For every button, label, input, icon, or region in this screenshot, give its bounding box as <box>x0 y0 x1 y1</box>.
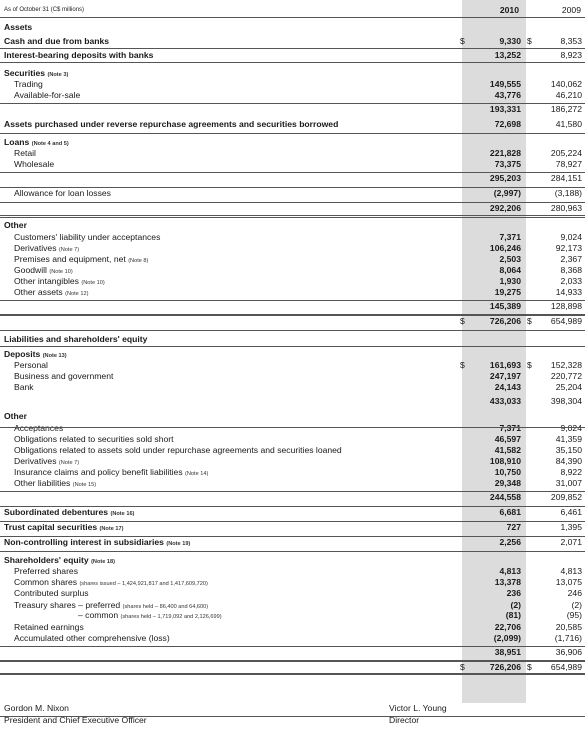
row-label <box>14 287 88 300</box>
value-2010: 72,698 <box>494 119 521 129</box>
signatory-title: Director <box>389 715 420 725</box>
row-label <box>14 423 63 434</box>
value-2009: 8,923 <box>560 50 582 60</box>
row-label-text: Contributed surplus <box>14 588 89 598</box>
row-label <box>14 90 80 101</box>
value-2010: 1,930 <box>499 276 521 286</box>
value-2009: 92,173 <box>555 243 582 253</box>
note-reference: (Note 4 and 5) <box>31 141 69 147</box>
note-reference: (Note 3) <box>47 72 69 78</box>
value-2009: 25,204 <box>555 382 582 392</box>
currency-symbol-2009: $ <box>527 316 532 326</box>
row-label <box>14 633 170 644</box>
subtotal-rule <box>0 661 585 662</box>
currency-symbol-2010: $ <box>460 662 465 672</box>
row-label <box>4 50 153 61</box>
value-2010: 193,331 <box>489 104 521 114</box>
note-reference: (Note 13) <box>42 353 67 359</box>
row-label-text: Obligations related to assets sold under repurchase agreements and securities loaned <box>14 445 342 455</box>
value-2009: 41,580 <box>555 119 582 129</box>
value-2010: 22,706 <box>494 622 521 632</box>
row-label-text: Accumulated other comprehensive (loss) <box>14 633 170 643</box>
row-label-text: Obligations related to securities sold short <box>14 434 174 444</box>
signatory-name: Gordon M. Nixon <box>4 703 69 713</box>
value-2010: 292,206 <box>489 203 521 213</box>
value-2009: 186,272 <box>550 104 582 114</box>
value-2009: 46,210 <box>555 90 582 100</box>
note-reference: (Note 10) <box>81 280 105 286</box>
currency-symbol-2009: $ <box>527 360 532 370</box>
row-label <box>78 610 222 623</box>
value-2010: 46,597 <box>494 434 521 444</box>
note-reference: (Note 17) <box>99 526 124 532</box>
row-label <box>4 507 134 520</box>
subtotal-rule <box>0 103 585 104</box>
row-label-text: Customers' liability under acceptances <box>14 232 161 242</box>
value-2010: 13,378 <box>494 577 521 587</box>
row-label-text: Other <box>4 220 27 230</box>
row-label <box>14 148 36 159</box>
currency-symbol-2009: $ <box>527 662 532 672</box>
value-2010: 43,776 <box>494 90 521 100</box>
value-2010: 29,348 <box>494 478 521 488</box>
value-2009: 31,007 <box>555 478 582 488</box>
value-2009: 284,151 <box>550 173 582 183</box>
row-label-text: Assets purchased under reverse repurchase agreements and securities borrowed <box>4 119 339 129</box>
value-2009: 654,989 <box>550 316 582 326</box>
row-label <box>4 119 338 130</box>
note-reference: (Note 7) <box>58 247 80 253</box>
row-label <box>14 371 113 382</box>
value-2009: 4,813 <box>560 566 582 576</box>
as-of-caption: As of October 31 (C$ millions) <box>4 7 85 13</box>
row-label-text: Securities <box>4 68 46 78</box>
value-2010: 19,275 <box>494 287 521 297</box>
subtotal-rule <box>0 215 585 216</box>
row-label <box>14 566 78 577</box>
subtotal-rule <box>0 521 585 522</box>
note-reference: (Note 7) <box>58 460 80 466</box>
row-label-text: Wholesale <box>14 159 55 169</box>
value-2010: 221,828 <box>489 148 521 158</box>
subtotal-rule <box>0 172 585 173</box>
row-label-text: Acceptances <box>14 423 64 433</box>
value-2009: 41,359 <box>555 434 582 444</box>
row-label <box>14 159 54 170</box>
row-label <box>4 22 32 33</box>
value-2009: 209,852 <box>550 492 582 502</box>
value-2010: 726,206 <box>489 662 521 672</box>
row-label-text: Subordinated debentures <box>4 507 109 517</box>
value-2010: 2,503 <box>499 254 521 264</box>
value-2009: 8,922 <box>560 467 582 477</box>
row-label-text: Loans <box>4 137 30 147</box>
rule-line <box>0 346 585 347</box>
value-2009: 13,075 <box>555 577 582 587</box>
note-reference: (Note 12) <box>65 291 89 297</box>
signature-block-1 <box>4 702 147 726</box>
row-label-text: Other <box>4 411 27 421</box>
value-2010: 73,375 <box>494 159 521 169</box>
row-label-text: Other liabilities <box>14 478 71 488</box>
value-2010: 24,143 <box>494 382 521 392</box>
row-label-text: Retained earnings <box>14 622 84 632</box>
row-label <box>4 334 147 345</box>
row-label-text: Non-controlling interest in subsidiaries <box>4 537 164 547</box>
value-2010: 6,681 <box>499 507 521 517</box>
row-label-text: Derivatives <box>14 456 57 466</box>
value-2010: 726,206 <box>489 316 521 326</box>
value-2010: 108,910 <box>489 456 521 466</box>
row-label <box>14 445 342 456</box>
rule-line <box>0 17 585 18</box>
value-2010: 2,256 <box>499 537 521 547</box>
subtotal-rule <box>0 491 585 492</box>
row-label-text: Allowance for loan losses <box>14 188 111 198</box>
value-2010: (81) <box>505 610 521 620</box>
value-2009: 1,395 <box>560 522 582 532</box>
note-reference: (Note 15) <box>72 482 97 488</box>
value-2009: 20,585 <box>555 622 582 632</box>
note-reference: (Note 10) <box>49 269 73 275</box>
note-reference: (Note 18) <box>91 559 115 565</box>
value-2010: 13,252 <box>494 50 521 60</box>
value-2009: (2) <box>571 600 582 610</box>
value-2009: 9,024 <box>560 423 582 433</box>
subtotal-rule <box>0 674 585 675</box>
row-label-text: Liabilities and shareholders' equity <box>4 334 148 344</box>
row-label <box>14 360 48 371</box>
currency-symbol-2010: $ <box>460 36 465 46</box>
signatory-name: Victor L. Young <box>389 703 447 713</box>
subtotal-rule <box>0 300 585 301</box>
value-2009: 84,390 <box>555 456 582 466</box>
value-2010: 7,371 <box>499 232 521 242</box>
row-label <box>4 220 27 231</box>
row-label-text: Other assets <box>14 287 63 297</box>
value-2009: 6,461 <box>560 507 582 517</box>
currency-symbol-2010: $ <box>460 316 465 326</box>
subtotal-rule <box>0 506 585 507</box>
subtotal-rule <box>0 187 585 188</box>
row-label <box>14 188 111 199</box>
value-2010: 433,033 <box>489 396 521 406</box>
value-2009: (3,188) <box>554 188 582 198</box>
row-label-text: Treasury shares – preferred <box>14 600 121 610</box>
value-2009: 78,927 <box>555 159 582 169</box>
row-label-text: Other intangibles <box>14 276 79 286</box>
row-label-text: Premises and equipment, net <box>14 254 126 264</box>
value-2010: 727 <box>506 522 521 532</box>
row-label-text: Trading <box>14 79 43 89</box>
value-2009: 36,906 <box>555 647 582 657</box>
value-2010: 9,330 <box>499 36 521 46</box>
row-label-text: Preferred shares <box>14 566 79 576</box>
subtotal-rule <box>0 202 585 203</box>
value-2009: 220,772 <box>550 371 582 381</box>
value-2009: 9,024 <box>560 232 582 242</box>
row-label-text: Common shares <box>14 577 78 587</box>
subtotal-rule <box>0 536 585 537</box>
note-reference: (Note 19) <box>166 541 191 547</box>
subtotal-rule <box>0 551 585 552</box>
row-label-text: Business and government <box>14 371 114 381</box>
value-2010: 7,371 <box>499 423 521 433</box>
row-label <box>4 522 123 535</box>
column-header-2010: 2010 <box>499 5 519 15</box>
row-label <box>14 622 84 633</box>
value-2009: 152,328 <box>550 360 582 370</box>
value-2009: 14,933 <box>555 287 582 297</box>
row-label <box>4 537 190 550</box>
value-2009: 35,150 <box>555 445 582 455</box>
value-2010: 149,555 <box>489 79 521 89</box>
value-2010: (2,099) <box>493 633 521 643</box>
value-2009: (95) <box>566 610 582 620</box>
row-label <box>14 79 43 90</box>
value-2010: 236 <box>506 588 521 598</box>
value-2009: 8,368 <box>560 265 582 275</box>
row-label <box>14 382 34 393</box>
note-reference: (shares issued – 1,424,921,817 and 1,417,609,720) <box>79 581 208 587</box>
value-2010: (2,997) <box>493 188 521 198</box>
rule-line <box>0 133 585 134</box>
row-label-text: Available-for-sale <box>14 90 81 100</box>
row-label-text: Personal <box>14 360 48 370</box>
rule-line <box>0 62 585 63</box>
value-2009: 654,989 <box>550 662 582 672</box>
value-2010: (2) <box>510 600 521 610</box>
value-2010: 244,558 <box>489 492 521 502</box>
value-2009: 2,033 <box>560 276 582 286</box>
row-label-text: Derivatives <box>14 243 57 253</box>
value-2009: 398,304 <box>550 396 582 406</box>
value-2010: 295,203 <box>489 173 521 183</box>
subtotal-rule <box>0 315 585 316</box>
note-reference: (shares held – 86,400 and 64,600) <box>122 604 209 610</box>
value-2010: 161,693 <box>489 360 521 370</box>
rule-line <box>0 217 585 218</box>
value-2009: 246 <box>567 588 582 598</box>
row-label <box>14 232 160 243</box>
note-reference: (shares held – 1,719,092 and 2,126,699) <box>120 614 222 620</box>
row-label <box>14 434 174 445</box>
value-2010: 145,389 <box>489 301 521 311</box>
row-label-text: Retail <box>14 148 36 158</box>
row-label <box>4 36 109 47</box>
subtotal-rule <box>0 427 585 428</box>
row-label-text: Cash and due from banks <box>4 36 110 46</box>
value-2009: 2,071 <box>560 537 582 547</box>
row-label-text: Bank <box>14 382 34 392</box>
note-reference: (Note 8) <box>128 258 149 264</box>
rule-line <box>0 48 585 49</box>
signatory-title: President and Chief Executive Officer <box>4 715 147 725</box>
value-2009: 128,898 <box>550 301 582 311</box>
value-2010: 8,064 <box>499 265 521 275</box>
value-2009: 205,224 <box>550 148 582 158</box>
value-2010: 4,813 <box>499 566 521 576</box>
rule-line <box>0 330 585 331</box>
value-2010: 247,197 <box>489 371 521 381</box>
value-2009: 140,062 <box>550 79 582 89</box>
row-label-text: Trust capital securities <box>4 522 98 532</box>
value-2010: 106,246 <box>489 243 521 253</box>
row-label-text: Interest-bearing deposits with banks <box>4 50 154 60</box>
value-2010: 41,582 <box>494 445 521 455</box>
column-header-2009: 2009 <box>561 5 581 15</box>
value-2010: 10,750 <box>494 467 521 477</box>
currency-symbol-2010: $ <box>460 360 465 370</box>
row-label-text: Deposits <box>4 349 41 359</box>
row-label <box>4 411 27 422</box>
row-label-text: Shareholders' equity <box>4 555 89 565</box>
row-label-text: Assets <box>4 22 33 32</box>
signature-block-2 <box>389 702 447 726</box>
subtotal-rule <box>0 646 585 647</box>
value-2009: 2,367 <box>560 254 582 264</box>
currency-symbol-2009: $ <box>527 36 532 46</box>
value-2009: (1,716) <box>554 633 582 643</box>
row-label <box>14 588 89 599</box>
note-reference: (Note 14) <box>185 471 209 477</box>
row-label <box>14 478 96 491</box>
row-label-text: Insurance claims and policy benefit liabilities <box>14 467 183 477</box>
value-2010: 38,951 <box>494 647 521 657</box>
row-label-text: Goodwill <box>14 265 47 275</box>
row-label-text: – common <box>78 610 119 620</box>
value-2009: 8,353 <box>560 36 582 46</box>
note-reference: (Note 16) <box>110 511 135 517</box>
value-2009: 280,963 <box>550 203 582 213</box>
